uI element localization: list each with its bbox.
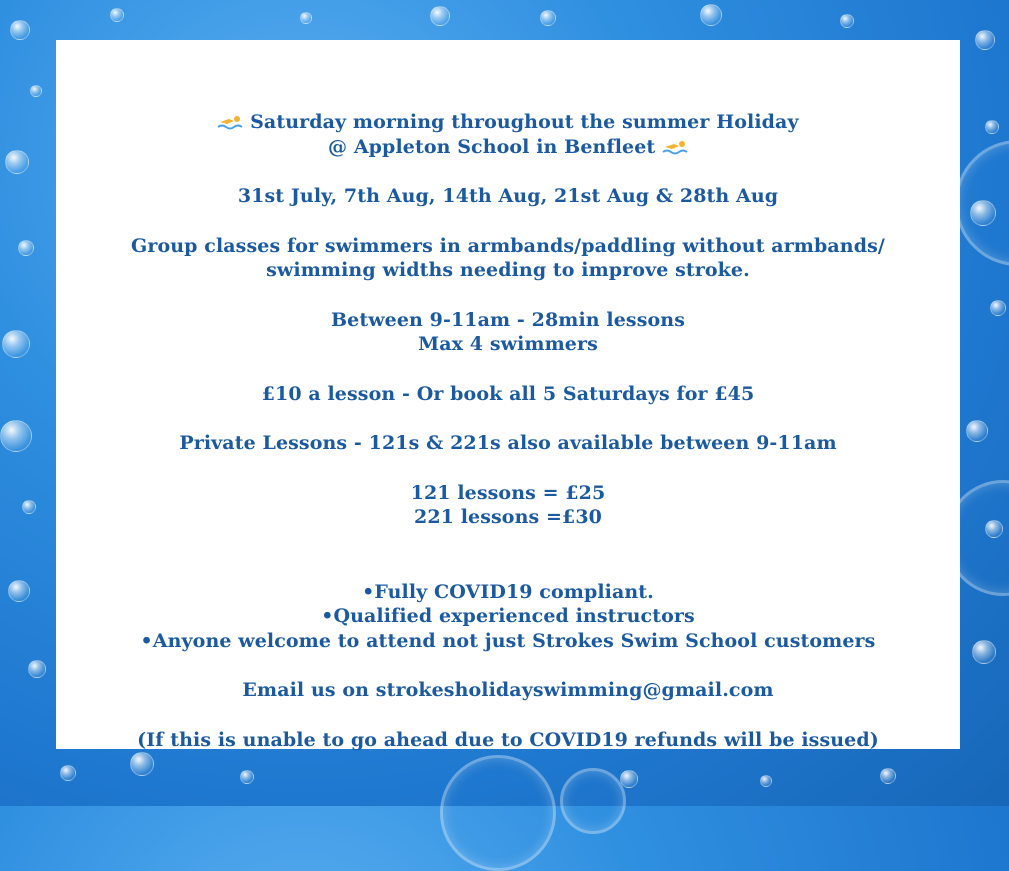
bubble [130,752,154,776]
bubble [8,580,30,602]
bubble [22,500,36,514]
bubble-ring [560,768,626,834]
price-line: £10 a lesson - Or book all 5 Saturdays for £45 [261,382,755,405]
bubble [760,775,772,787]
price-121-line: 121 lessons = £25 [410,481,606,504]
time-line: Between 9-11am - 28min lessons [330,308,686,331]
bubble [990,300,1006,316]
bullet-anyone-welcome: •Anyone welcome to attend not just Strokes Swim School customers [140,629,876,652]
bubble-ring [440,755,556,871]
announcement-card [56,40,960,749]
bubble [966,420,988,442]
bubble [620,770,638,788]
bullet-qualified-instructors: •Qualified experienced instructors [321,605,695,627]
bubble [2,330,30,358]
bubble [972,640,996,664]
bubble [300,12,312,24]
bubble [60,765,76,781]
bubble [985,120,999,134]
bubble [110,8,124,22]
dates-line: 31st July, 7th Aug, 14th Aug, 21st Aug & 28th Aug [237,185,779,207]
swimmer-icon [662,138,688,156]
bubble [700,4,722,26]
bubble [975,30,995,50]
heading-line-1 [56,110,960,135]
bubble [30,85,42,97]
max-swimmers-line: Max 4 swimmers [418,333,598,355]
bubble [28,660,46,678]
bubble [880,768,896,784]
bubble [18,240,34,256]
heading-line-2 [56,135,960,160]
disclaimer-line: (If this is unable to go ahead due to COVID19 refunds will be issued) [137,728,879,751]
email-line: Email us on strokesholidayswimming@gmail.com [242,679,774,701]
bullet-covid-compliant: •Fully COVID19 compliant. [362,580,654,603]
bubble [240,770,254,784]
heading-text-2: @ Appleton School in Benfleet [328,135,656,158]
bubble [5,150,29,174]
price-221-line: 221 lessons =£30 [414,506,602,528]
swimmer-icon [217,113,243,131]
heading-text-1: Saturday morning throughout the summer Holiday [250,111,799,133]
bubble [840,14,854,28]
bubble [430,6,450,26]
private-lessons-line: Private Lessons - 121s & 221s also available between 9-11am [179,432,837,454]
group-classes-line-2: swimming widths needing to improve stroke. [266,259,750,281]
bubble [540,10,556,26]
bubble [10,20,30,40]
group-classes-line-1: Group classes for swimmers in armbands/paddling without armbands/ [131,234,885,257]
bubble-ring [955,140,1009,266]
bubble [0,420,32,452]
